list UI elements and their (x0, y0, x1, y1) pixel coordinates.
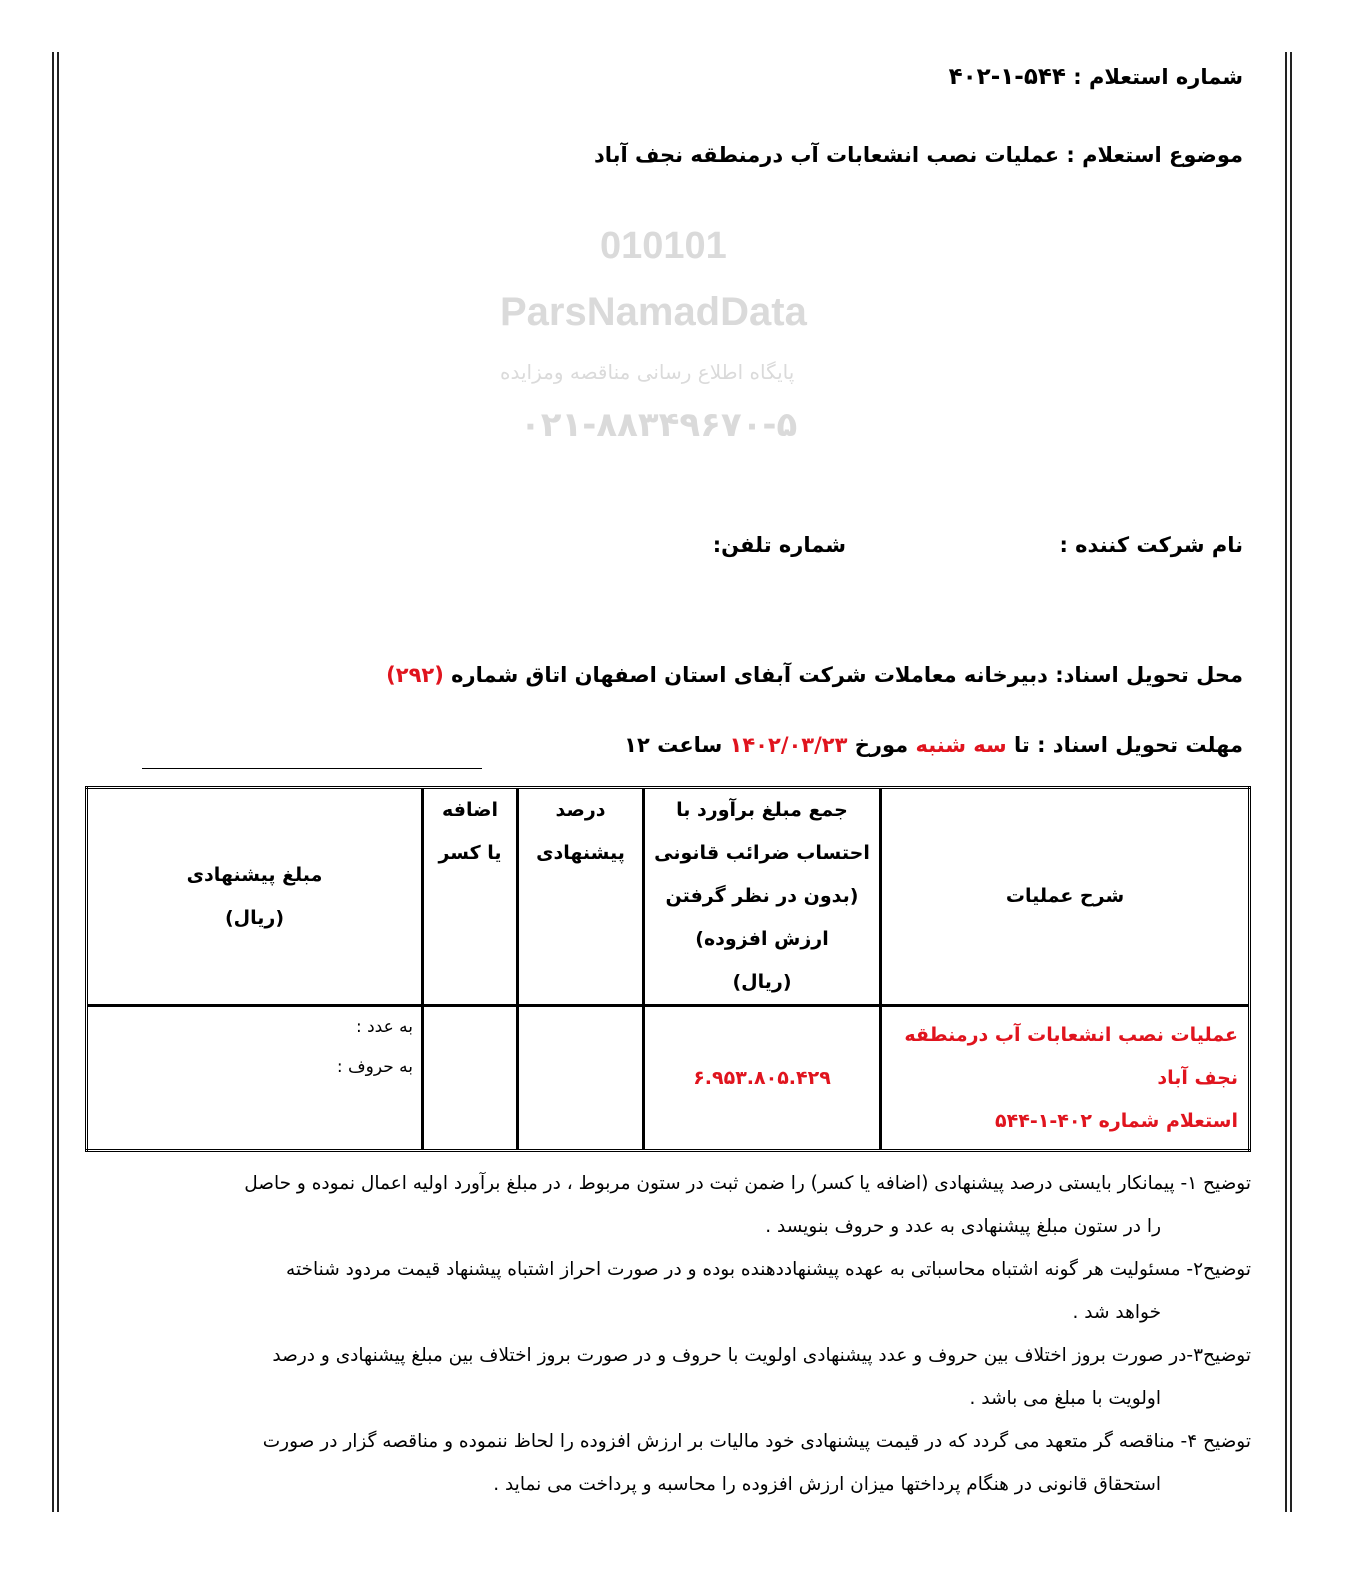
header-description: شرح عملیات (881, 788, 1250, 1006)
right-border (1285, 52, 1292, 1512)
note-text: استحقاق قانونی در هنگام پرداختها میزان ارزش افزوده را محاسبه و پرداخت می نماید . (493, 1474, 1161, 1495)
deadline-date: ۱۴۰۲/۰۳/۲۳ (729, 733, 848, 757)
header-percent-line: پیشنهادی (536, 842, 625, 864)
phone-label: شماره تلفن: (712, 533, 846, 557)
note-text: توضیح ۱- پیمانکار بایستی درصد پیشنهادی (اضافه یا کسر) را ضمن ثبت در ستون مربوط ، در مبلغ برآورد اولیه اعمال نموده و حاصل (244, 1173, 1251, 1194)
delivery-place-line (386, 663, 1243, 687)
deadline-date-label: مورخ (854, 733, 909, 757)
subject: عملیات نصب انشعابات آب درمنطقه نجف آباد (593, 143, 1060, 167)
note-text: خواهد شد . (1072, 1302, 1161, 1323)
note-text: اولویت با مبلغ می باشد . (969, 1388, 1161, 1409)
header-add-line: یا کسر (438, 842, 502, 864)
deadline-day: سه شنبه (915, 733, 1007, 757)
price-table (85, 786, 1251, 1152)
header-estimate-line: (ریال) (732, 971, 792, 993)
header-offer-line: مبلغ پیشنهادی (186, 863, 323, 886)
left-border (52, 52, 59, 1512)
watermark-tagline: پایگاه اطلاع رسانی مناقصه ومزایده (500, 360, 795, 384)
subject-label: موضوع استعلام : (1066, 143, 1243, 167)
deadline-time: ساعت ۱۲ (624, 733, 723, 757)
subject-line (594, 143, 1243, 167)
row-description-line: عملیات نصب انشعابات آب درمنطقه (904, 1023, 1238, 1046)
note-3 (126, 1334, 1251, 1420)
header-offer (87, 788, 423, 1006)
header-add-line: اضافه (442, 799, 498, 821)
watermark-brand: ParsNamadData (500, 290, 807, 334)
note-text: را در ستون مبلغ پیشنهادی به عدد و حروف بنویسد . (765, 1216, 1161, 1237)
row-add-subtract-cell[interactable] (423, 1006, 518, 1151)
in-words-label: به حروف : (336, 1057, 413, 1077)
in-numbers-label: به عدد : (355, 1017, 413, 1037)
row-inquiry-ref: استعلام شماره ۴۰۲-۱-۵۴۴ (995, 1109, 1238, 1132)
note-2 (126, 1248, 1251, 1334)
header-offer-line: (ریال) (224, 906, 285, 929)
header-estimate-line: (بدون در نظر گرفتن (665, 885, 859, 907)
inquiry-number-label: شماره استعلام : (1073, 65, 1243, 89)
room-number: (۲۹۲) (386, 663, 444, 687)
note-text: توضیح ۴- مناقصه گر متعهد می گردد که در قیمت پیشنهادی خود مالیات بر ارزش افزوده را لحاظ ننموده و مناقصه گزار در صورت (262, 1431, 1251, 1452)
note-1 (126, 1162, 1251, 1248)
row-offer-cell[interactable] (87, 1006, 423, 1151)
delivery-place: دبیرخانه معاملات شرکت آبفای استان اصفهان اتاق شماره (451, 663, 1048, 687)
participant-label: نام شرکت کننده : (1059, 533, 1243, 557)
divider-line (142, 768, 482, 769)
header-estimate-line: ارزش افزوده) (695, 928, 829, 950)
estimate-value: ۶.۹۵۳.۸۰۵.۴۲۹ (693, 1066, 831, 1089)
row-percent-cell[interactable] (518, 1006, 644, 1151)
inquiry-number-line (949, 64, 1243, 90)
table-row (87, 1006, 1250, 1151)
header-add-subtract (423, 788, 518, 1006)
deadline-label: مهلت تحویل اسناد : تا (1014, 733, 1243, 757)
header-percent-line: درصد (555, 799, 606, 821)
notes (126, 1162, 1251, 1506)
watermark-phone: ۰۲۱-۸۸۳۴۹۶۷۰-۵ (520, 405, 798, 445)
row-description (881, 1006, 1250, 1151)
note-4 (126, 1420, 1251, 1506)
row-description-line: نجف آباد (1157, 1066, 1238, 1089)
note-text: توضیح۳-در صورت بروز اختلاف بین حروف و عدد پیشنهادی اولویت با حروف و در صورت بروز اختلاف بین مبلغ پیشنهادی و درصد (272, 1345, 1251, 1366)
table-header-row (87, 788, 1250, 1006)
header-estimate (644, 788, 881, 1006)
header-percent (518, 788, 644, 1006)
header-estimate-line: جمع مبلغ برآورد با (676, 799, 848, 821)
note-text: توضیح۲- مسئولیت هر گونه اشتباه محاسباتی به عهده پیشنهاددهنده بوده و در صورت احراز اشتباه پیشنهاد قیمت مردود شناخته (286, 1259, 1251, 1280)
inquiry-number: ۴۰۲-۱-۵۴۴ (948, 64, 1066, 90)
row-estimate (644, 1006, 881, 1151)
deadline-line (624, 733, 1243, 757)
watermark-binary: 010101 (600, 225, 727, 267)
header-estimate-line: احتساب ضرائب قانونی (654, 842, 870, 864)
delivery-place-label: محل تحویل اسناد: (1055, 663, 1243, 687)
